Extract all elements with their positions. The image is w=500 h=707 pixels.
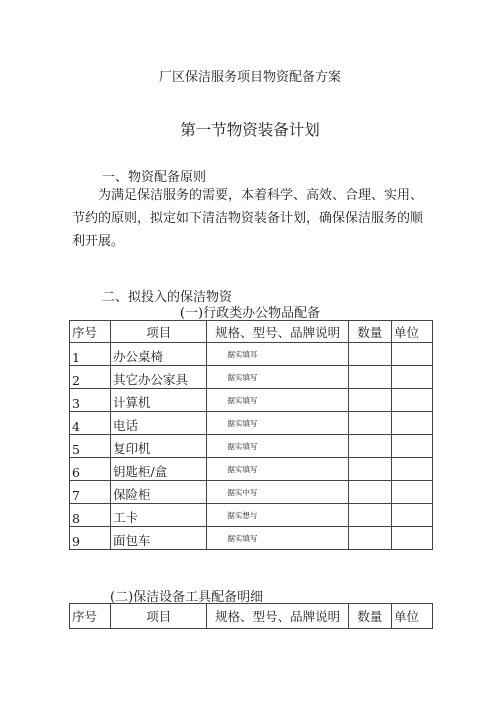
cell-item: 计算机: [111, 389, 207, 412]
cell-qty: [348, 343, 391, 366]
header-no: 序号: [70, 321, 111, 343]
heading-supplies: 二、拟投入的保洁物资: [102, 290, 233, 305]
table-row: [70, 389, 433, 412]
table-row: [70, 504, 433, 527]
cell-item: 办公桌椅: [111, 343, 207, 366]
table-row: [70, 435, 433, 458]
heading-principles: 一、物资配备原则: [102, 170, 207, 185]
cell-no: 2: [70, 366, 111, 389]
paragraph-principles: [72, 184, 432, 253]
cleaning-equipment-table: [69, 603, 433, 629]
table-row: [70, 458, 433, 481]
cell-spec: 据实想与: [207, 504, 349, 527]
table-header-row: [70, 604, 433, 629]
header-spec: 规格、型号、品牌说明: [207, 321, 349, 343]
cell-spec: 据实中写: [207, 481, 349, 504]
cell-unit: [391, 481, 432, 504]
cell-unit: [391, 412, 432, 435]
cell-qty: [348, 389, 391, 412]
cell-item: 复印机: [111, 435, 207, 458]
cell-spec: 据实填写: [207, 366, 349, 389]
header-item: 项目: [111, 321, 207, 343]
office-supplies-table: [69, 320, 433, 550]
table-row: [70, 343, 433, 366]
cell-no: 4: [70, 412, 111, 435]
header-no: 序号: [70, 604, 111, 629]
cell-qty: [348, 435, 391, 458]
cell-spec: 据实填写: [207, 389, 349, 412]
cell-spec: 据实填写: [207, 435, 349, 458]
table1-caption: (一)行政类办公物品配备: [179, 306, 321, 321]
table-row: [70, 481, 433, 504]
cell-item: 电话: [111, 412, 207, 435]
cell-spec: 据实填写: [207, 412, 349, 435]
cell-qty: [348, 412, 391, 435]
cell-no: 1: [70, 343, 111, 366]
document-title: 厂区保洁服务项目物资配备方案: [158, 70, 341, 85]
cell-qty: [348, 458, 391, 481]
cell-no: 3: [70, 389, 111, 412]
cell-unit: [391, 458, 432, 481]
cell-no: 8: [70, 504, 111, 527]
cell-qty: [348, 481, 391, 504]
cell-unit: [391, 527, 432, 550]
cell-spec: 据实填耳: [207, 343, 349, 366]
section-title: 第一节物资装备计划: [180, 121, 320, 139]
cell-item: 钥匙柜/盒: [111, 458, 207, 481]
cell-no: 7: [70, 481, 111, 504]
header-qty: 数量: [348, 604, 391, 629]
header-unit: 单位: [391, 604, 432, 629]
cell-qty: [348, 504, 391, 527]
cell-item: 其它办公家具: [111, 366, 207, 389]
table-row: [70, 412, 433, 435]
cell-spec: 据实填写: [207, 458, 349, 481]
cell-unit: [391, 389, 432, 412]
header-item: 项目: [111, 604, 207, 629]
cell-unit: [391, 435, 432, 458]
cell-qty: [348, 527, 391, 550]
cell-no: 9: [70, 527, 111, 550]
table-row: [70, 527, 433, 550]
cell-unit: [391, 343, 432, 366]
table-header-row: [70, 321, 433, 343]
header-qty: 数量: [348, 321, 391, 343]
paragraph-text: 为满足保洁服务的需要，本着科学、高效、合理、实用、节约的原则，拟定如下清洁物资装备计划，确保保洁服务的顺利开展。: [72, 188, 424, 249]
cell-item: 工卡: [111, 504, 207, 527]
cell-unit: [391, 504, 432, 527]
cell-qty: [348, 366, 391, 389]
cell-item: 保险柜: [111, 481, 207, 504]
cell-item: 面包车: [111, 527, 207, 550]
table2-caption: (二)保洁设备工具配备明细: [110, 590, 264, 605]
cell-unit: [391, 366, 432, 389]
cell-spec: 据实填写: [207, 527, 349, 550]
cell-no: 6: [70, 458, 111, 481]
cell-no: 5: [70, 435, 111, 458]
header-unit: 单位: [391, 321, 432, 343]
table-row: [70, 366, 433, 389]
header-spec: 规格、型号、品牌说明: [207, 604, 349, 629]
